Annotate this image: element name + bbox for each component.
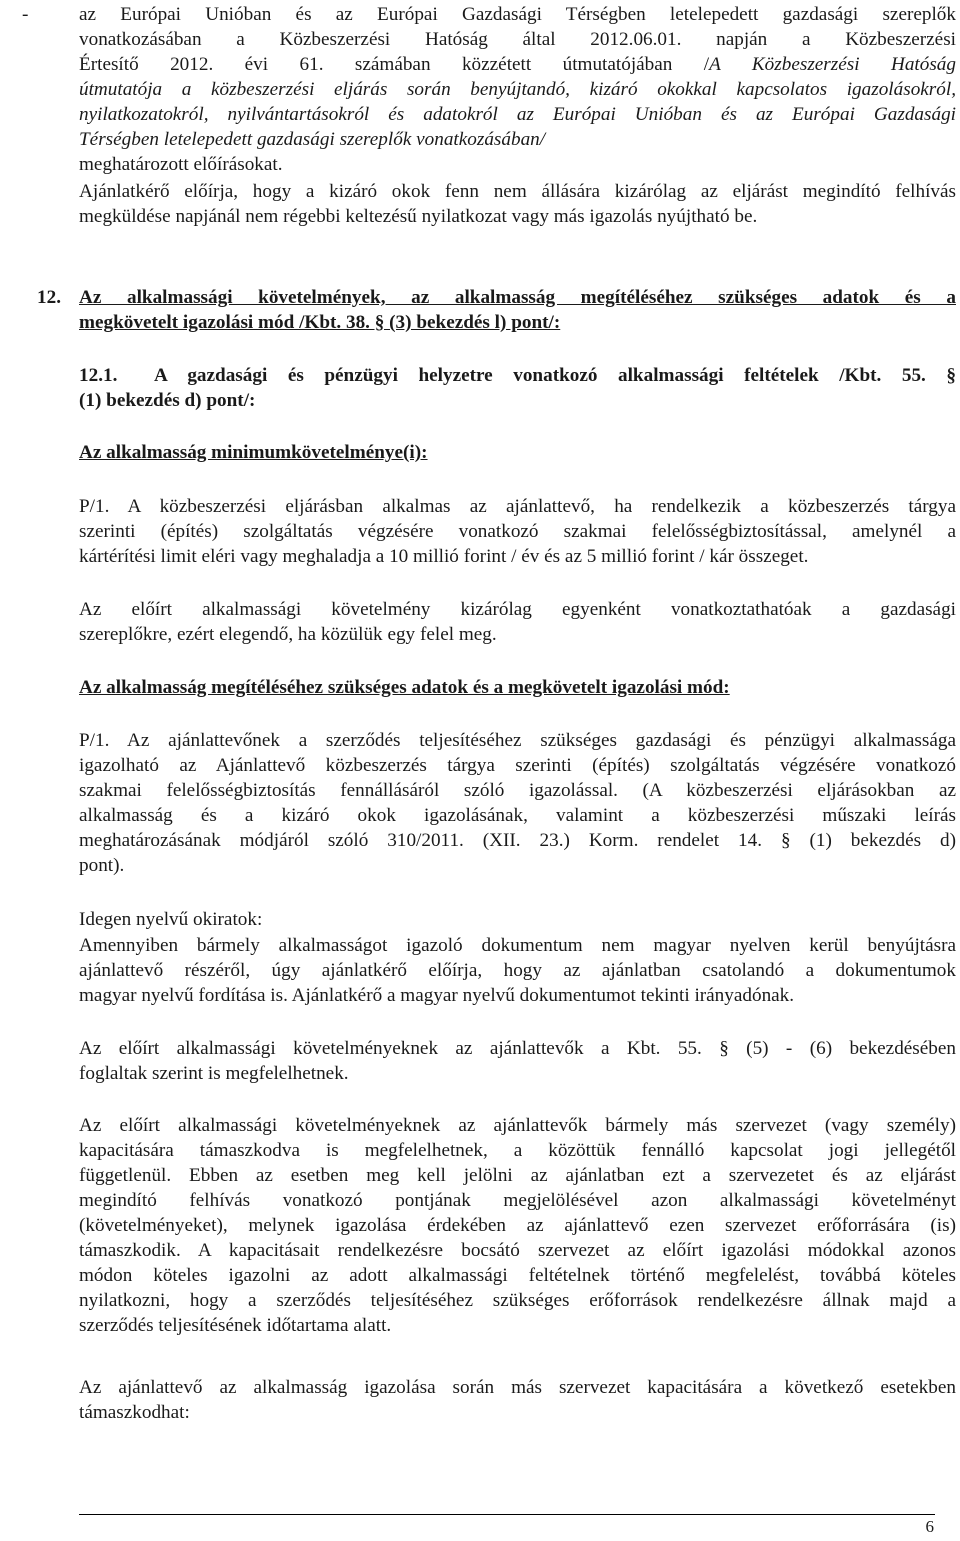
- paragraph-line: kapacitására támaszkodva is megfelelhetnek, a közöttük fennálló kapcsolat jogi jellegétől: [79, 1140, 956, 1161]
- paragraph-line: függetlenül. Ebben az esetben meg kell jelölni az ajánlatban ezt a szervezetet és az eljárást: [79, 1165, 956, 1186]
- guide-title-italic: A Közbeszerzési Hatóság: [709, 54, 956, 75]
- paragraph-line: foglaltak szerint is megfelelhetnek.: [79, 1063, 349, 1084]
- paragraph-line: pont).: [79, 855, 125, 876]
- section-number: 12.: [37, 287, 61, 308]
- guide-title-italic: nyilatkozatokról, nyilvántartásokról és adatokról az Európai Unióban és az Európai Gazdasági: [79, 104, 956, 125]
- paragraph-line: magyar nyelvű fordítása is. Ajánlatkérő a magyar nyelvű dokumentumot tekinti irányadónak.: [79, 985, 795, 1006]
- paragraph-line: támaszkodhat:: [79, 1402, 190, 1423]
- paragraph-line: szakmai felelősségbiztosítás fennállásáról szóló igazolással. (A közbeszerzési eljárásokban az: [79, 780, 956, 801]
- bullet-line: meghatározott előírásokat.: [79, 154, 283, 175]
- p1-data-paragraph: [79, 728, 956, 878]
- paragraph-line: kártérítési limit eléri vagy meghaladja a 10 millió forint / év és az 5 millió forint / kár összeget.: [79, 546, 809, 567]
- paragraph-line: szereplőkre, ezért elegendő, ha közülük egy felel meg.: [79, 624, 497, 645]
- joint-requirement-paragraph: [79, 597, 956, 647]
- paragraph-line: alkalmasság és a kizáró okok igazolásának, valamint a közbeszerzési műszaki leírás: [79, 805, 956, 826]
- paragraph-line: Az ajánlattevő az alkalmasság igazolása során más szervezet kapacitására a következő esetekben: [79, 1377, 956, 1398]
- paragraph-line: Az előírt alkalmassági követelmény kizárólag egyenként vonatkoztathatóak a gazdasági: [79, 599, 956, 620]
- paragraph-line: támaszkodik. A kapacitásait rendelkezésre bocsátó szervezet az előírt igazolási módokkal azonos: [79, 1240, 956, 1261]
- paragraph-line: Ajánlatkérő előírja, hogy a kizáró okok fenn nem állására kizárólag az eljárást megindító felhívás: [79, 181, 956, 202]
- bullet-marker: -: [22, 4, 29, 25]
- date-rule-paragraph: [79, 179, 956, 229]
- data-method-heading: Az alkalmasság megítéléséhez szükséges adatok és a megkövetelt igazolási mód:: [79, 677, 730, 698]
- foreign-docs-paragraph: [79, 933, 956, 1008]
- paragraph-line: szerződés teljesítésének időtartama alatt.: [79, 1315, 392, 1336]
- min-requirement-heading: Az alkalmasság minimumkövetelménye(i):: [79, 442, 428, 463]
- section-title: [79, 285, 956, 335]
- bullet-text: [79, 2, 956, 177]
- page-number: 6: [925, 1517, 934, 1536]
- paragraph-line: szerinti (építés) szolgáltatás végzésére vonatkozó szakmai felelősségbiztosítással, amelynél a: [79, 521, 956, 542]
- p1-min-paragraph: [79, 494, 956, 569]
- kbt55-paragraph: [79, 1036, 956, 1086]
- section-number: 12.1.: [79, 365, 118, 386]
- paragraph-line: megküldése napjánál nem régebbi keltezésű nyilatkozat vagy más igazolás nyújtható be.: [79, 206, 758, 227]
- section-title-line: megkövetelt igazolási mód /Kbt. 38. § (3) bekezdés l) pont/:: [79, 312, 561, 333]
- paragraph-line: módon köteles igazolni az adott alkalmassági feltételnek történő megfelelést, továbbá köteles: [79, 1265, 956, 1286]
- capacity-paragraph: [79, 1113, 956, 1338]
- bullet-line-text: Értesítő 2012. évi 61. számában közzétett útmutatójában /: [79, 54, 710, 75]
- bullet-line: [79, 52, 956, 77]
- paragraph-line: P/1. A közbeszerzési eljárásban alkalmas az ajánlattevő, ha rendelkezik a közbeszerzés tárgya: [79, 496, 956, 517]
- cases-paragraph: [79, 1375, 956, 1425]
- paragraph-line: meghatározásának módjáról szóló 310/2011. (XII. 23.) Korm. rendelet 14. § (1) bekezdés d): [79, 830, 956, 851]
- guide-title-italic: Térségben letelepedett gazdasági szereplők vonatkozásában/: [79, 129, 546, 150]
- section-title: [154, 363, 956, 388]
- guide-title-italic: útmutatója a közbeszerzési eljárás során benyújtandó, kizáró okokkal kapcsolatos igazolásokról,: [79, 79, 956, 100]
- paragraph-line: ajánlattevő részéről, úgy ajánlatkérő előírja, hogy az ajánlatban csatolandó a dokumentumok: [79, 960, 956, 981]
- bullet-line: az Európai Unióban és az Európai Gazdasági Térségben letelepedett gazdasági szereplők: [79, 4, 956, 25]
- footer-divider: [79, 1514, 935, 1515]
- paragraph-line: Amennyiben bármely alkalmasságot igazoló dokumentum nem magyar nyelven kerül benyújtásra: [79, 935, 956, 956]
- paragraph-line: (követelményeket), melynek igazolása érdekében az ajánlattevő ezen szervezet erőforrására (is): [79, 1215, 956, 1236]
- paragraph-line: igazolható az Ajánlattevő közbeszerzés tárgya szerinti (építés) szolgáltatás végzésére vonatkozó: [79, 755, 956, 776]
- foreign-docs-heading: Idegen nyelvű okiratok:: [79, 909, 263, 930]
- section-title-line: (1) bekezdés d) pont/:: [79, 390, 256, 411]
- section-title-line: A gazdasági és pénzügyi helyzetre vonatkozó alkalmassági feltételek /Kbt. 55. §: [154, 365, 956, 386]
- paragraph-line: P/1. Az ajánlattevőnek a szerződés teljesítéséhez szükséges gazdasági és pénzügyi alkalmassága: [79, 730, 956, 751]
- paragraph-line: Az előírt alkalmassági követelményeknek az ajánlattevők a Kbt. 55. § (5) - (6) bekezdésében: [79, 1038, 956, 1059]
- bullet-line: vonatkozásában a Közbeszerzési Hatóság által 2012.06.01. napján a Közbeszerzési: [79, 29, 956, 50]
- section-title-line: Az alkalmassági követelmények, az alkalmasság megítéléséhez szükséges adatok és a: [79, 287, 956, 308]
- paragraph-line: megindító felhívás vonatkozó pontjának megjelölésével azon alkalmassági követelményt: [79, 1190, 956, 1211]
- paragraph-line: Az előírt alkalmassági követelményeknek az ajánlattevők bármely más szervezet (vagy személy): [79, 1115, 956, 1136]
- paragraph-line: nyilatkozni, hogy a szerződés teljesítéséhez szükséges erőforrások rendelkezésre állnak majd a: [79, 1290, 956, 1311]
